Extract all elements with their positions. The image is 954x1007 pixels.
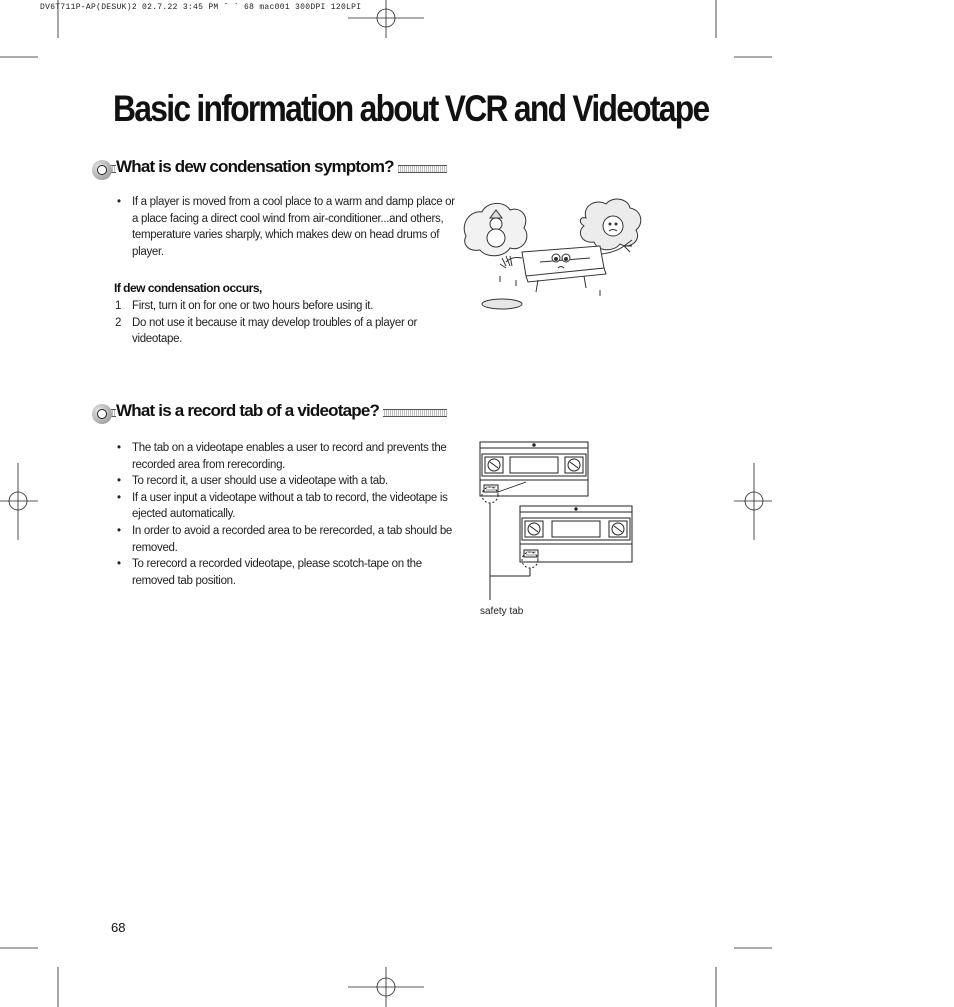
section-bullet-icon: [92, 160, 112, 180]
step-text: First, turn it on for one or two hours before using it.: [132, 300, 374, 312]
tab-section-heading: What is a record tab of a videotape?: [116, 401, 383, 421]
page-title: Basic information about VCR and Videotape: [113, 88, 709, 129]
tab-bullet-list: [114, 440, 456, 589]
dew-steps: [114, 298, 434, 348]
dew-bullet-list: [114, 194, 456, 260]
tab-section-body: [114, 440, 456, 589]
list-item: • To record it, a user should use a videotape with a tab.: [114, 473, 456, 490]
dew-step-list: [114, 298, 434, 348]
dew-section-body: [114, 194, 456, 260]
list-item: • The tab on a videotape enables a user to record and prevents the recorded area from rerecording.: [114, 440, 456, 473]
list-item: • To rerecord a recorded videotape, please scotch-tape on the removed tab position.: [114, 556, 456, 589]
list-item: [114, 315, 434, 348]
dew-section-heading: What is dew condensation symptom?: [116, 157, 398, 177]
section-bullet-icon: [92, 404, 112, 424]
list-item: • If a player is moved from a cool place to a warm and damp place or a place facing a direct cool wind from air-conditioner...and others, temperature varies sharply, which makes dew on head drums of player.: [114, 194, 456, 260]
list-item: • If a user input a videotape without a tab to record, the videotape is ejected automatically.: [114, 490, 456, 523]
tab-section-header: [92, 401, 447, 426]
safety-tab-caption: safety tab: [480, 606, 524, 617]
dew-subheading: If dew condensation occurs,: [114, 281, 262, 295]
step-text: Do not use it because it may develop troubles of a player or videotape.: [132, 316, 418, 346]
step-number: 1: [115, 300, 122, 312]
print-slug-line: DV6T711P-AP(DESUK)2 02.7.22 3:45 PM ˘ ` 68 mac001 300DPI 120LPI: [40, 3, 362, 12]
list-item: [114, 298, 434, 315]
step-number: 2: [115, 316, 122, 329]
videotape-illustration: [476, 440, 636, 602]
page-number: 68: [111, 920, 126, 935]
dew-condensation-illustration: [460, 196, 650, 318]
dew-section-header: [92, 157, 447, 182]
list-item: • In order to avoid a recorded area to be rerecorded, a tab should be removed.: [114, 523, 456, 556]
